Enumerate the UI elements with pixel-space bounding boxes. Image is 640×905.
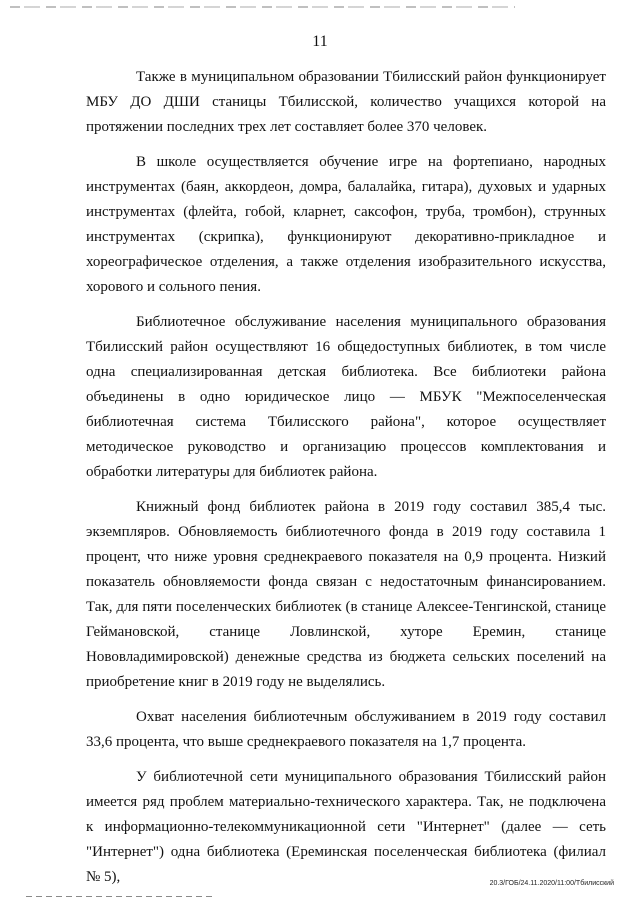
paragraph-coverage: Охват населения библиотечным обслуживанием в 2019 году составил 33,6 процента, что выше среднекраевого показателя на 1,7 процента. [86, 709, 606, 750]
paragraph-book-fund: Книжный фонд библиотек района в 2019 году составил 385,4 тыс. экземпляров. Обновляемость библиотечного фонда в 2019 году составила 1 процент, что ниже уровня среднекраевого показателя на 0,9 процента. Низкий показатель обновляемости фонда связан с недостаточным финансированием. Так, для пяти поселенческих библиотек (в станице Алексее-Тенгинской, станице Геймановской, станице Ловлинской, хуторе Еремин, станице Нововладимировской) денежные средства из бюджета сельских поселений на приобретение книг в 2019 году не выделялись. [86, 499, 606, 690]
paragraph-network-problems: У библиотечной сети муниципального образования Тбилисский район имеется ряд проблем материально-технического характера. Так, не подключена к информационно-телекоммуникационной сети "Интернет" (далее — сеть "Интернет") одна библиотека (Ереминская поселенческая библиотека (филиал № 5), [86, 769, 606, 885]
document-body [86, 65, 606, 900]
footer-code: 20.3/ГОБ/24.11.2020/11:00/Тбилисский [489, 880, 614, 887]
paragraph-library-service: Библиотечное обслуживание населения муниципального образования Тбилисский район осуществляют 16 общедоступных библиотек, в том числе одна специализированная детская библиотека. Все библиотеки района объединены в одно юридическое лицо — МБУК "Межпоселенческая библиотечная система Тбилисского района", которое осуществляет методическое руководство и организацию процессов комплектования и обработки литературы для библиотек района. [86, 314, 606, 480]
page-number: 11 [312, 33, 328, 50]
scan-bottom-strip [26, 896, 216, 897]
paragraph-school-programs: В школе осуществляется обучение игре на фортепиано, народных инструментах (баян, аккордеон, домра, балалайка, гитара), духовых и ударных инструментах (флейта, гобой, кларнет, саксофон, труба, тромбон), струнных инструментах (скрипка), функционируют декоративно-прикладное и хореографическое отделения, а также отделения изобразительного искусства, хорового и сольного пения. [86, 154, 606, 295]
scan-top-strip [10, 6, 515, 8]
paragraph-dshi: Также в муниципальном образовании Тбилисский район функционирует МБУ ДО ДШИ станицы Тбилисской, количество учащихся которой на протяжении последних трех лет составляет более 370 человек. [86, 69, 606, 135]
